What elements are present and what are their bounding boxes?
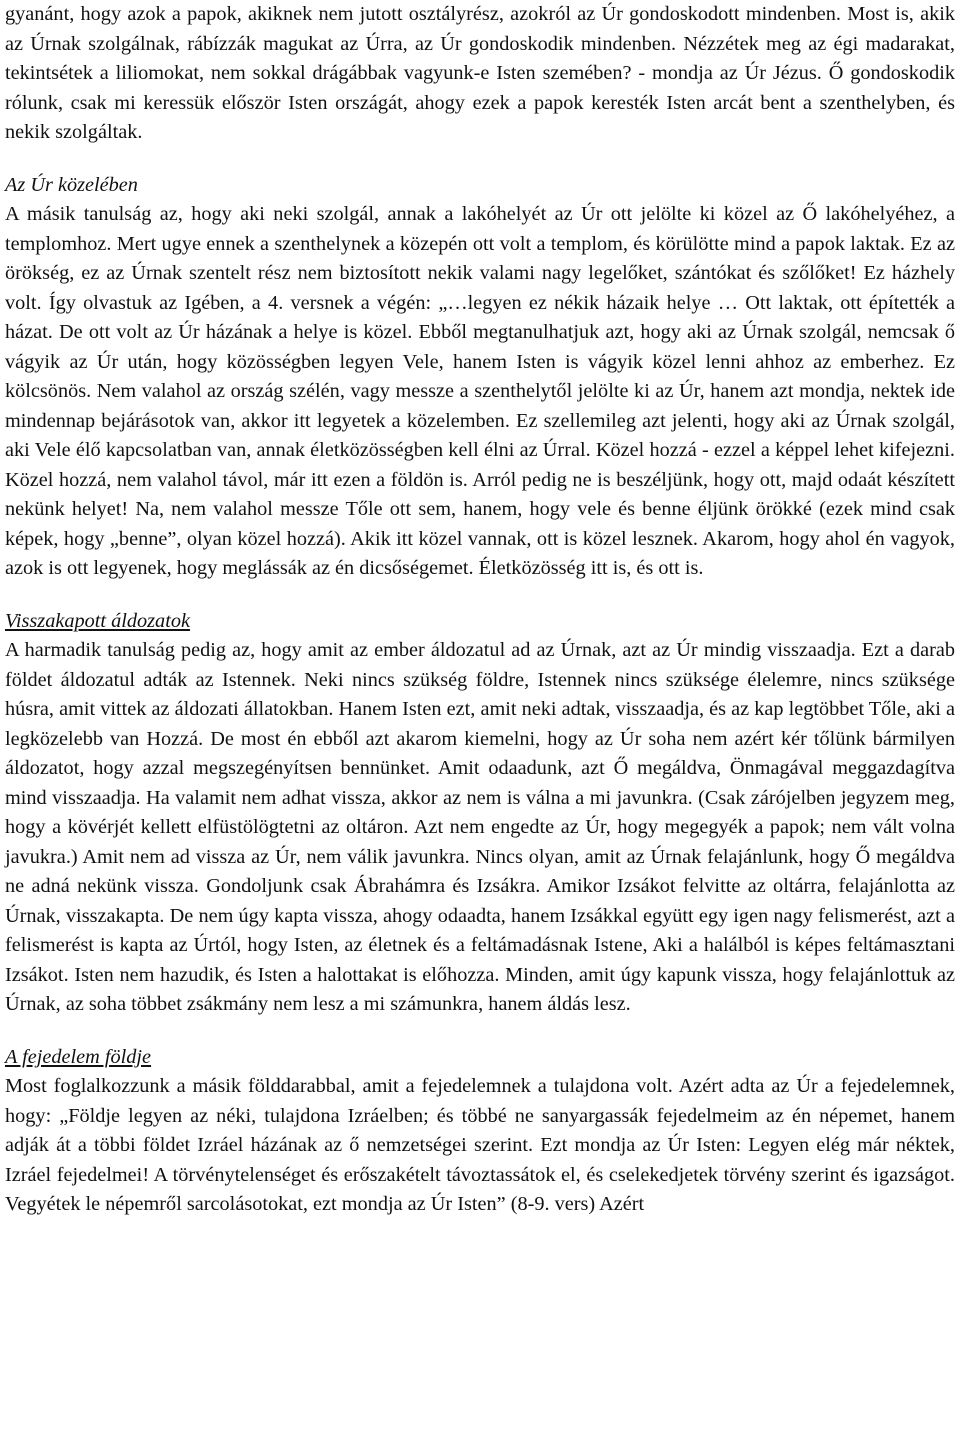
- paragraph-gap: [5, 1020, 955, 1043]
- section-heading-visszakapott-aldozatok: Visszakapott áldozatok: [5, 609, 190, 632]
- section-body-visszakapott-aldozatok: A harmadik tanulság pedig az, hogy amit az ember áldozatul ad az Úrnak, azt az Úr mindig visszaadja. Ezt a darab földet áldozatul adták az Istennek. Neki nincs szükség földre, Istennek nincs szüksége élelemre, nincs szüksége húsra, amit vittek az áldozati állatokban. Hanem Isten ezt, amit neki adtak, visszaadja, és az kap legtöbbet Tőle, aki a legközelebb van Hozzá. De most én ebből azt akarom kiemelni, hogy az Úr soha nem azért kér tőlünk bármilyen áldozatot, hogy azzal megszegényítsen bennünket. Amit odaadunk, azt Ő megáldva, Önmagával meggazdagítva mind visszaadja. Ha valamit nem adhat vissza, akkor az nem is válna a mi javunkra. (Csak zárójelben jegyzem meg, hogy a kövérjét kellett elfüstölögtetni az oltáron. Azt nem engedte az Úr, hogy megegyék a papok; nem vált volna javukra.) Amit nem ad vissza az Úr, nem válik javunkra. Nincs olyan, amit az Úrnak felajánlunk, hogy Ő megáldva ne adná nekünk vissza. Gondoljunk csak Ábrahámra és Izsákra. Amikor Izsákot felvitte az oltárra, felajánlotta az Úrnak, visszakapta. De nem úgy kapta vissza, ahogy odaadta, hanem Izsákkal együtt egy igen nagy felismerést, azt a felismerést is kapta az Úrtól, hogy Isten, az életnek és a feltámadásnak Istene, Aki a halálból is képes feltámasztani Izsákot. Isten nem hazudik, és Isten a halottakat is előhozza. Minden, amit úgy kapunk vissza, hogy felajánlottuk az Úrnak, az soha többet zsákmány nem lesz a mi számunkra, hanem áldás lesz.: [5, 639, 955, 1015]
- section-heading-a-fejedelem-foldje: A fejedelem földje: [5, 1045, 152, 1068]
- paragraph-gap: [5, 584, 955, 607]
- document-page: [5, 0, 955, 1220]
- section-body-az-ur-kozeleben: A másik tanulság az, hogy aki neki szolgál, annak a lakóhelyét az Úr ott jelölte ki közel az Ő lakóhelyéhez, a templomhoz. Mert ugye ennek a szenthelynek a közepén ott volt a templom, és körülötte mind a papok laktak. Ez az örökség, ez az Úrnak szentelt rész nem biztosított nekik valami nagy legelőket, szántókat és szőlőket! Ez házhely volt. Így olvastuk az Igében, a 4. versnek a végén: „…legyen ez nékik házaik helye … Ott laktak, ott építették a házat. De ott volt az Úr házának a helye is közel. Ebből megtanulhatjuk azt, hogy aki az Úrnak szolgál, nemcsak ő vágyik az Úr után, hogy közösségben legyen Vele, hanem Isten is vágyik közel lenni ahhoz az emberhez. Ez kölcsönös. Nem valahol az ország szélén, vagy messze a szenthelytől jelölte ki az Úr, hanem azt mondja, nektek ide mindennap bejárásotok van, akkor itt legyetek a közelemben. Ez szellemileg azt jelenti, hogy aki az Úrnak szolgál, aki Vele élő kapcsolatban van, annak életközösségben kell élni az Úrral. Közel hozzá - ezzel a képpel lehet kifejezni. Közel hozzá, nem valahol távol, már itt ezen a földön is. Arról pedig ne is beszéljünk, hogy ott, majd odaát készített nekünk helyet! Na, nem valahol messze Tőle ott sem, hanem, hogy vele és benne éljünk örökké (ezek mind csak képek, hogy „benne”, olyan közel hozzá). Akik itt közel vannak, ott is közel lesznek. Akarom, hogy ahol én vagyok, azok is ott legyenek, hogy meglássák az én dicsőségemet. Életközösség itt is, és ott is.: [5, 203, 955, 579]
- intro-paragraph: gyanánt, hogy azok a papok, akiknek nem jutott osztályrész, azokról az Úr gondoskodott mindenben. Most is, akik az Úrnak szolgálnak, rábízzák magukat az Úrra, az Úr gondoskodik mindenben. Nézzétek meg az égi madarakat, tekintsétek a liliomokat, nem sokkal drágábbak vagyunk-e Isten szemében? - mondja az Úr Jézus. Ő gondoskodik rólunk, csak mi keressük először Isten országát, ahogy ezek a papok keresték Isten arcát bent a szenthelyben, és nekik szolgáltak.: [5, 3, 955, 143]
- section-body-a-fejedelem-foldje: Most foglalkozzunk a másik földdarabbal, amit a fejedelemnek a tulajdona volt. Azért adta az Úr a fejedelemnek, hogy: „Földje legyen az néki, tulajdona Izráelben; és többé ne sanyargassák fejedelmeim az én népemet, hanem adják át a többi földet Izráel házának az ő nemzetségei szerint. Ezt mondja az Úr Isten: Legyen elég már néktek, Izráel fejedelmei! A törvénytelenséget és erőszakételt távoztassátok el, és cselekedjetek törvény szerint és igazságot. Vegyétek le népemről sarcolásotokat, ezt mondja az Úr Isten” (8-9. vers) Azért: [5, 1075, 955, 1215]
- paragraph-gap: [5, 148, 955, 171]
- section-heading-az-ur-kozeleben: Az Úr közelében: [5, 173, 138, 196]
